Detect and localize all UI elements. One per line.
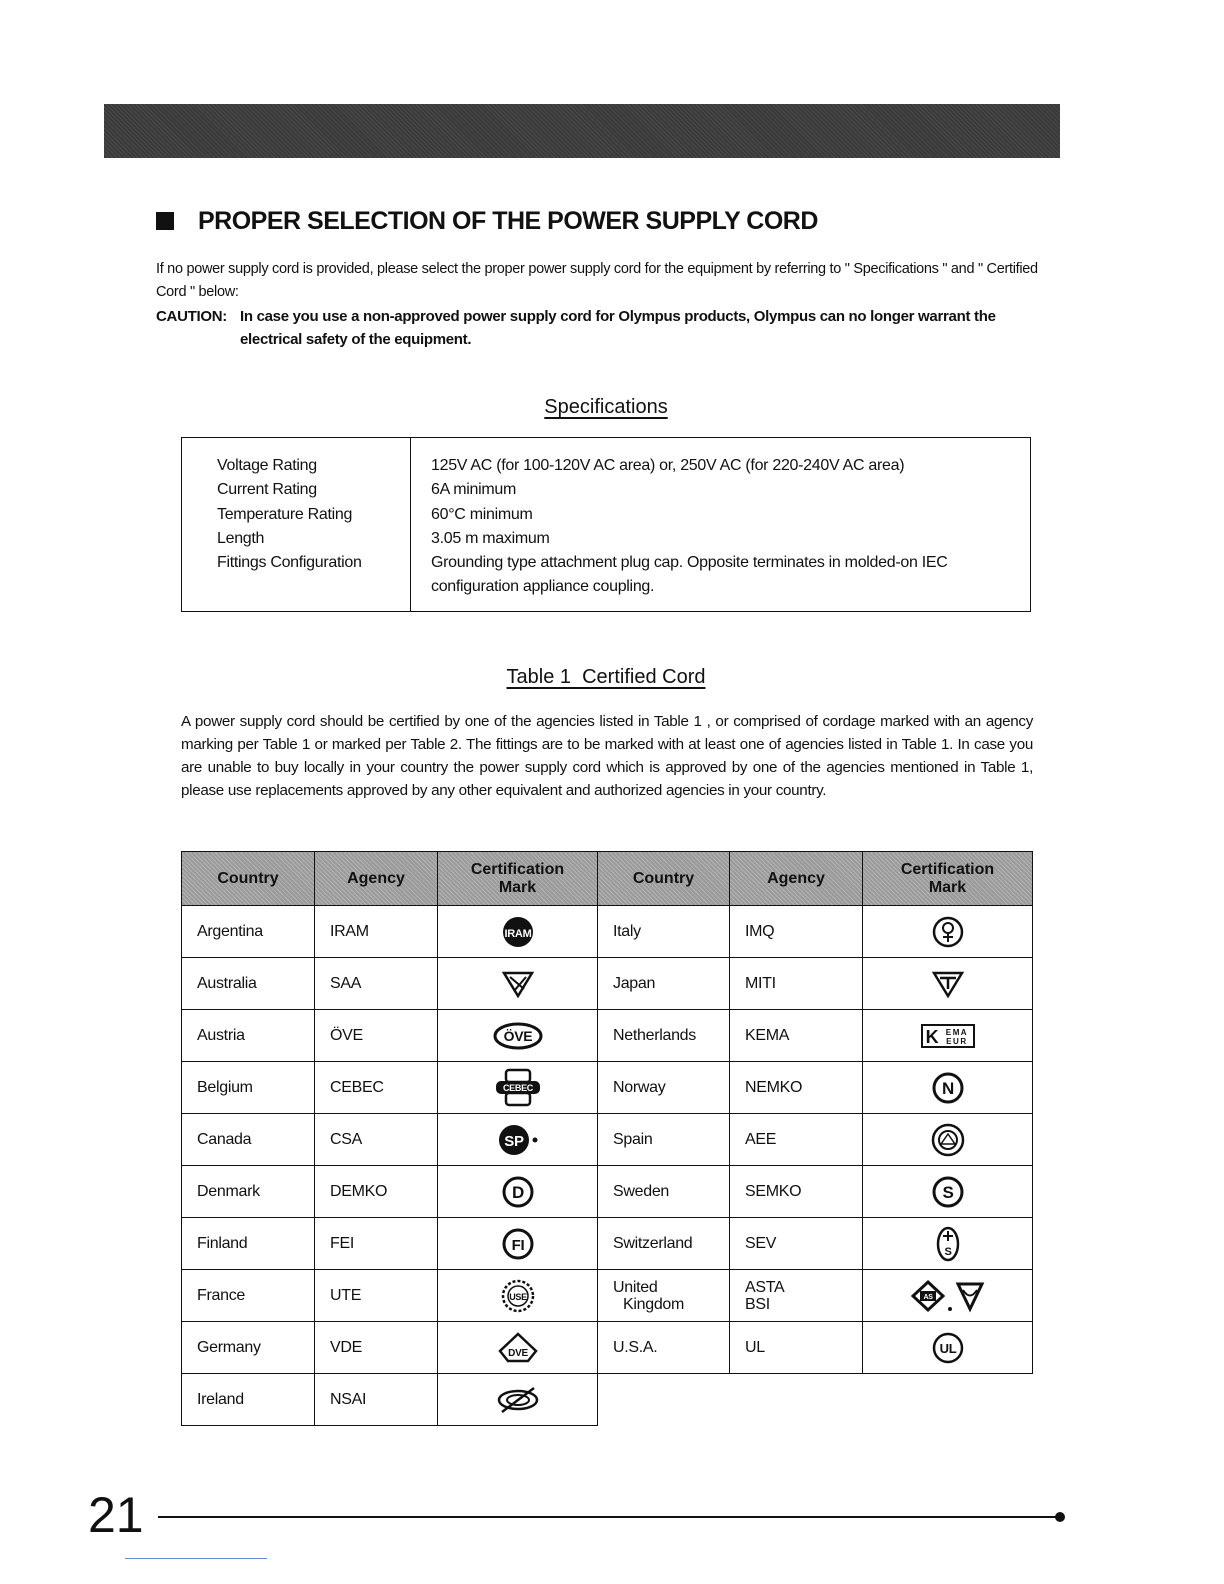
table-row: [182, 1270, 1033, 1322]
column-header: Agency: [730, 852, 863, 906]
column-header: Agency: [315, 852, 438, 906]
intro-paragraph: If no power supply cord is provided, please select the proper power supply cord for the equipment by referring to " Specifications " and " Certified Cord " below:: [156, 261, 1038, 300]
cebec-mark-icon: [492, 1068, 544, 1108]
agency-cell: SEMKO: [730, 1166, 863, 1218]
svg-text:D: D: [511, 1182, 524, 1202]
country-cell: Australia: [182, 958, 315, 1010]
mark-cell: [863, 958, 1033, 1010]
column-header: Country: [182, 852, 315, 906]
table-row: [182, 1374, 1033, 1426]
svg-text:K: K: [925, 1026, 938, 1047]
agency-cell: ASTA BSI: [730, 1270, 863, 1322]
spec-value: 3.05 m maximum: [431, 529, 550, 547]
csa-mark-icon: [496, 1122, 540, 1158]
mark-cell: [863, 1010, 1033, 1062]
country-cell: Finland: [182, 1218, 315, 1270]
caution-label: CAUTION:: [156, 308, 227, 325]
agency-cell: SAA: [315, 958, 438, 1010]
mark-cell: [438, 958, 598, 1010]
table-row: [182, 1322, 1033, 1374]
ul-mark-icon: [931, 1331, 965, 1365]
section-title: [156, 204, 818, 238]
caution-note: [156, 305, 1061, 351]
mark-cell: [438, 906, 598, 958]
svg-text:AS: AS: [922, 1293, 933, 1301]
specifications-table: [181, 437, 1031, 612]
country-cell: Canada: [182, 1114, 315, 1166]
mark-cell: [438, 1322, 598, 1374]
mark-cell: [438, 1374, 598, 1426]
country-cell: Japan: [598, 958, 730, 1010]
agency-cell: MITI: [730, 958, 863, 1010]
mark-cell: [863, 1218, 1033, 1270]
country-cell: Austria: [182, 1010, 315, 1062]
specifications-heading: Specifications: [544, 396, 668, 418]
mark-cell: [438, 1270, 598, 1322]
footer-dot-icon: [1055, 1512, 1065, 1522]
asta-bsi-mark-icon: [910, 1279, 986, 1313]
mark-cell: [438, 1218, 598, 1270]
mark-cell: [438, 1010, 598, 1062]
country-cell: Ireland: [182, 1374, 315, 1426]
country-cell: Germany: [182, 1322, 315, 1374]
empty-cell: [598, 1374, 1033, 1426]
table-row: [182, 1166, 1033, 1218]
agency-cell: DEMKO: [315, 1166, 438, 1218]
svg-text:SP: SP: [503, 1132, 524, 1150]
aee-mark-icon: [930, 1122, 966, 1158]
mark-cell: [863, 1114, 1033, 1166]
country-cell: Norway: [598, 1062, 730, 1114]
table-row: [182, 1010, 1033, 1062]
agency-cell: VDE: [315, 1322, 438, 1374]
demko-mark-icon: [501, 1175, 535, 1209]
svg-text:FI: FI: [511, 1236, 524, 1254]
spec-value: Grounding type attachment plug cap. Opposite terminates in molded-on IEC configuration appliance coupling.: [431, 554, 948, 596]
spec-value: 60°C minimum: [431, 505, 533, 523]
svg-text:E M A: E M A: [945, 1027, 966, 1037]
country-cell: France: [182, 1270, 315, 1322]
country-cell: Netherlands: [598, 1010, 730, 1062]
spec-name: Length: [217, 529, 265, 547]
agency-cell: IRAM: [315, 906, 438, 958]
table-row: [182, 958, 1033, 1010]
country-cell: United Kingdom: [598, 1270, 730, 1322]
country-cell: Argentina: [182, 906, 315, 958]
agency-cell: FEI: [315, 1218, 438, 1270]
ove-mark-icon: [492, 1021, 544, 1051]
certified-cord-heading: Table 1 Certified Cord: [506, 666, 706, 688]
agency-cell: UTE: [315, 1270, 438, 1322]
mark-cell: [438, 1062, 598, 1114]
svg-text:USE: USE: [508, 1291, 527, 1302]
agency-cell: ÖVE: [315, 1010, 438, 1062]
mark-cell: [863, 1062, 1033, 1114]
semko-mark-icon: [931, 1175, 965, 1209]
miti-mark-icon: [931, 969, 965, 999]
country-cell: Belgium: [182, 1062, 315, 1114]
agency-cell: NEMKO: [730, 1062, 863, 1114]
svg-text:ÖVE: ÖVE: [503, 1027, 532, 1044]
caution-text: In case you use a non-approved power supply cord for Olympus products, Olympus can no longer warrant the electrical safety of the equipment.: [240, 308, 996, 348]
agency-cell: IMQ: [730, 906, 863, 958]
spec-name: Temperature Rating: [217, 505, 353, 523]
fei-mark-icon: [501, 1227, 535, 1261]
saa-mark-icon: [501, 969, 535, 999]
certified-cord-table: [181, 851, 1033, 1426]
mark-cell: [863, 1166, 1033, 1218]
spec-name: Fittings Configuration: [217, 554, 362, 572]
agency-cell: KEMA: [730, 1010, 863, 1062]
svg-text:UL: UL: [939, 1340, 956, 1356]
svg-text:S: S: [941, 1182, 954, 1202]
svg-text:S: S: [943, 1245, 952, 1258]
spec-value: 125V AC (for 100-120V AC area) or, 250V AC (for 220-240V AC area): [431, 457, 905, 474]
iram-mark-icon: [498, 915, 538, 949]
agency-cell: SEV: [730, 1218, 863, 1270]
ute-mark-icon: [500, 1278, 536, 1314]
svg-text:IRAM: IRAM: [504, 927, 531, 940]
svg-text:CEBEC: CEBEC: [502, 1082, 533, 1093]
table-row: [182, 1114, 1033, 1166]
section-title-text: PROPER SELECTION OF THE POWER SUPPLY CORD: [198, 206, 818, 235]
mark-cell: [863, 1322, 1033, 1374]
country-cell: Denmark: [182, 1166, 315, 1218]
table-row: [182, 906, 1033, 958]
bullet-square-icon: [156, 212, 174, 230]
spec-name: Voltage Rating: [217, 457, 317, 474]
mark-cell: [863, 1270, 1033, 1322]
country-cell: Italy: [598, 906, 730, 958]
country-cell: Spain: [598, 1114, 730, 1166]
column-header: Country: [598, 852, 730, 906]
vde-mark-icon: [496, 1331, 540, 1365]
nsai-mark-icon: [494, 1384, 542, 1416]
agency-cell: NSAI: [315, 1374, 438, 1426]
certified-cord-paragraph: A power supply cord should be certified by one of the agencies listed in Table 1 , or comprised of cordage marked with an agency marking per Table 1 or marked per Table 2. The fittings are to be marked with at least one of agencies listed in Table 1. In case you are unable to buy locally in your country the power supply cord which is approved by one of the agencies mentioned in Table 1, please use replacements approved by any other equivalent and authorized agencies in your country.: [181, 713, 1033, 799]
agency-cell: UL: [730, 1322, 863, 1374]
table-row: [182, 1062, 1033, 1114]
table-header-row: [182, 852, 1033, 906]
spec-name: Current Rating: [217, 481, 317, 499]
kema-mark-icon: [920, 1023, 976, 1049]
mark-cell: [863, 906, 1033, 958]
nemko-mark-icon: [931, 1071, 965, 1105]
country-cell: U.S.A.: [598, 1322, 730, 1374]
footer-rule: [158, 1516, 1058, 1518]
bottom-link-underline: [125, 1558, 267, 1559]
imq-mark-icon: [931, 915, 965, 949]
column-header: Certification Mark: [438, 852, 598, 906]
column-header: Certification Mark: [863, 852, 1033, 906]
agency-cell: CSA: [315, 1114, 438, 1166]
svg-text:E U R: E U R: [945, 1036, 966, 1046]
svg-text:N: N: [941, 1078, 954, 1098]
country-cell: Sweden: [598, 1166, 730, 1218]
agency-cell: CEBEC: [315, 1062, 438, 1114]
table-row: [182, 1218, 1033, 1270]
country-cell: Switzerland: [598, 1218, 730, 1270]
svg-text:DVE: DVE: [507, 1347, 528, 1359]
mark-cell: [438, 1166, 598, 1218]
page-number: 21: [88, 1487, 144, 1543]
mark-cell: [438, 1114, 598, 1166]
agency-cell: AEE: [730, 1114, 863, 1166]
header-banner: [104, 104, 1060, 158]
sev-mark-icon: [935, 1225, 961, 1263]
spec-value: 6A minimum: [431, 481, 517, 499]
